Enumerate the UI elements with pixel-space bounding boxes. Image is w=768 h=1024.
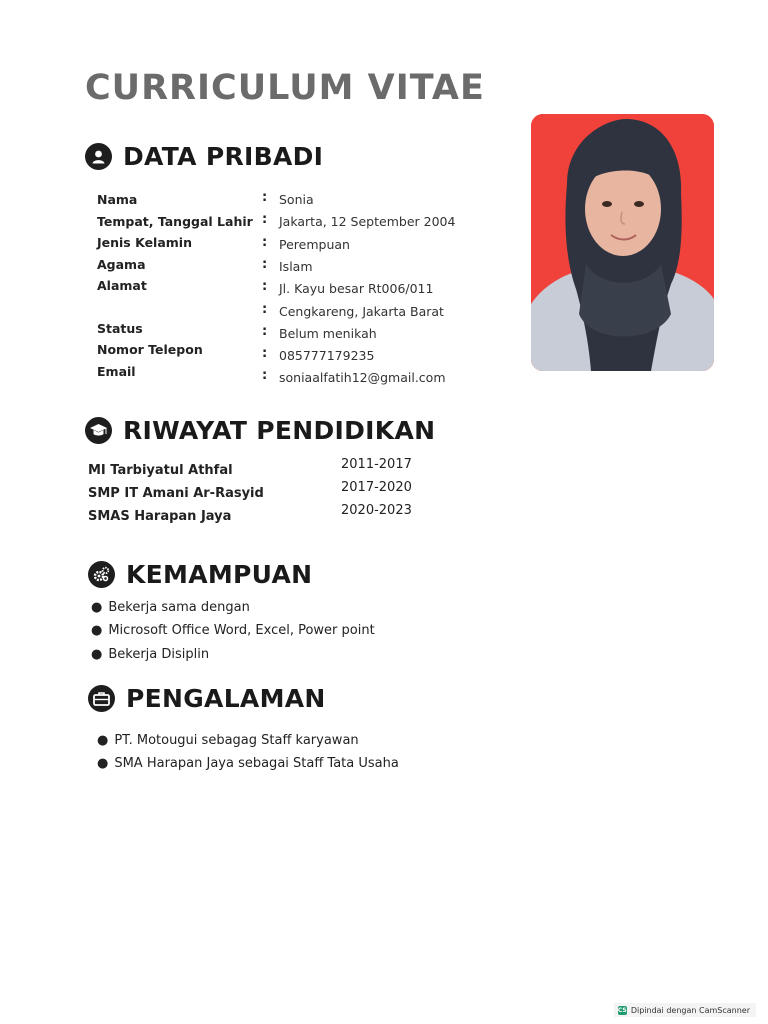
colon: :: [262, 368, 268, 383]
colon: :: [262, 190, 268, 205]
education-school: SMP IT Amani Ar-Rasyid: [88, 486, 264, 501]
value-address-line1: Jl. Kayu besar Rt006/011: [279, 281, 434, 296]
colon: :: [262, 302, 268, 317]
section-skills-heading: KEMAMPUAN: [126, 560, 313, 589]
skill-text: Bekerja sama dengan: [108, 600, 250, 615]
camscanner-logo-icon: CS: [617, 1006, 627, 1014]
list-item: ● SMA Harapan Jaya sebagai Staff Tata Usaha: [97, 756, 399, 771]
education-years: 2011-2017: [341, 457, 412, 472]
label-religion: Agama: [97, 257, 146, 272]
section-personal: [85, 142, 323, 171]
education-school: SMAS Harapan Jaya: [88, 509, 232, 524]
experience-text: SMA Harapan Jaya sebagai Staff Tata Usaha: [114, 756, 399, 771]
skill-text: Microsoft Office Word, Excel, Power point: [108, 623, 375, 638]
label-email: Email: [97, 364, 136, 379]
section-education: [85, 416, 435, 445]
profile-photo: [531, 114, 714, 371]
colon: :: [262, 346, 268, 361]
education-years: 2020-2023: [341, 503, 412, 518]
graduation-cap-icon: [85, 417, 112, 444]
value-name: Sonia: [279, 192, 314, 207]
value-religion: Islam: [279, 259, 313, 274]
label-address: Alamat: [97, 278, 147, 293]
section-personal-heading: DATA PRIBADI: [123, 142, 324, 171]
list-item: ● Bekerja Disiplin: [91, 647, 210, 662]
cv-title: CURRICULUM VITAE: [85, 68, 485, 108]
colon: :: [262, 279, 268, 294]
gears-icon: [88, 561, 115, 588]
label-name: Nama: [97, 192, 138, 207]
list-item: ● Microsoft Office Word, Excel, Power point: [91, 623, 375, 638]
colon: :: [262, 212, 268, 227]
colon: :: [262, 324, 268, 339]
section-education-heading: RIWAYAT PENDIDIKAN: [123, 416, 436, 445]
section-skills: [88, 560, 312, 589]
education-years: 2017-2020: [341, 480, 412, 495]
label-phone: Nomor Telepon: [97, 342, 203, 357]
label-status: Status: [97, 321, 143, 336]
colon: :: [262, 257, 268, 272]
section-experience: [88, 684, 326, 713]
value-gender: Perempuan: [279, 237, 350, 252]
section-experience-heading: PENGALAMAN: [126, 684, 326, 713]
scanner-watermark: [614, 1003, 756, 1017]
label-birth: Tempat, Tanggal Lahir: [97, 214, 253, 229]
value-birth: Jakarta, 12 September 2004: [279, 214, 456, 229]
list-item: ● Bekerja sama dengan: [91, 600, 250, 615]
value-email: soniaalfatih12@gmail.com: [279, 370, 446, 385]
person-icon: [85, 143, 112, 170]
value-status: Belum menikah: [279, 326, 377, 341]
value-address-line2: Cengkareng, Jakarta Barat: [279, 304, 444, 319]
colon: :: [262, 235, 268, 250]
briefcase-icon: [88, 685, 115, 712]
list-item: ● PT. Motougui sebagag Staff karyawan: [97, 733, 359, 748]
education-school: MI Tarbiyatul Athfal: [88, 463, 233, 478]
skill-text: Bekerja Disiplin: [108, 647, 210, 662]
experience-text: PT. Motougui sebagag Staff karyawan: [114, 733, 359, 748]
label-gender: Jenis Kelamin: [97, 235, 192, 250]
value-phone: 085777179235: [279, 348, 375, 363]
scanner-label: Dipindai dengan CamScanner: [630, 1005, 750, 1015]
